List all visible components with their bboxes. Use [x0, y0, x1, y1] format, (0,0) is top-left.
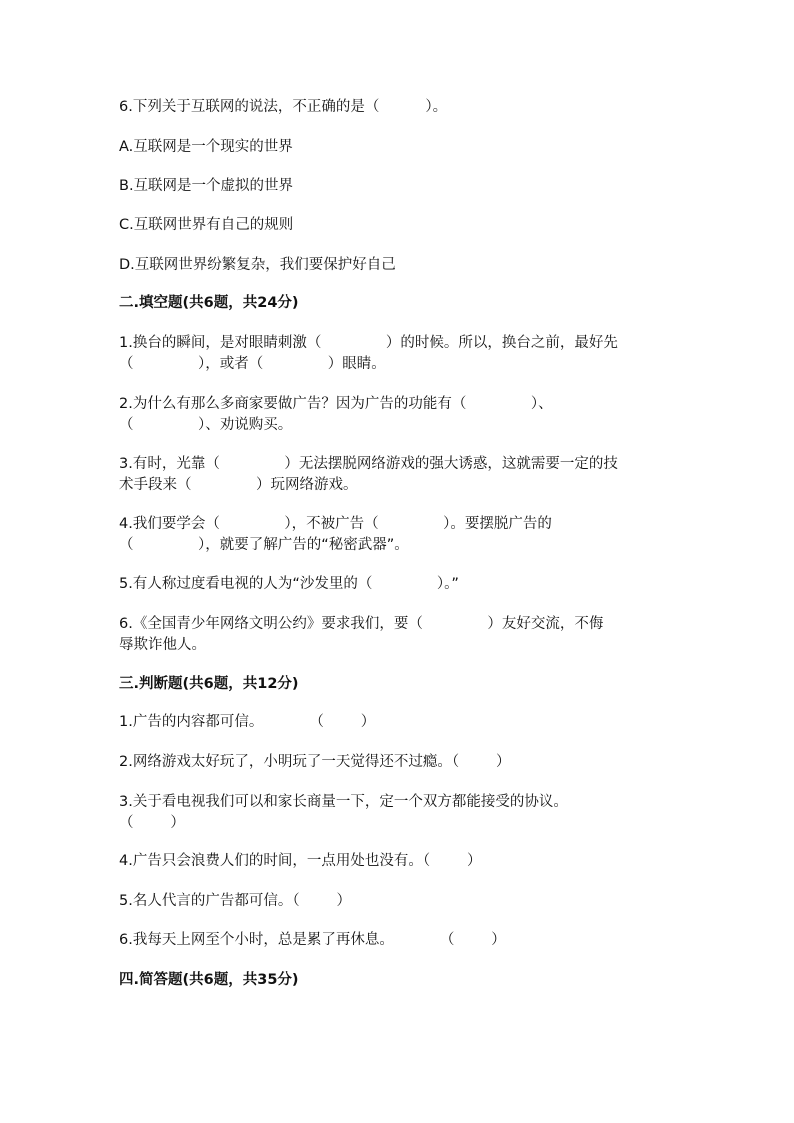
fill-question-3-line-2: 术手段来（ ）玩网络游戏。 — [119, 477, 358, 493]
fill-section-heading: 二.填空题(共6题，共24分) — [119, 295, 299, 311]
fill-question-4-line-1: 4.我们要学会（ ），不被广告（ ）。要摆脱广告的 — [119, 516, 552, 532]
choice-option-a: A.互联网是一个现实的世界 — [119, 139, 293, 155]
judge-question-3-line-2: （ ） — [119, 815, 185, 831]
fill-question-5: 5.有人称过度看电视的人为“沙发里的（ ）。” — [119, 576, 459, 592]
fill-question-6-line-2: 辱欺诈他人。 — [119, 637, 206, 653]
fill-question-4-line-2: （ ），就要了解广告的“秘密武器”。 — [119, 537, 409, 553]
judge-question-4: 4.广告只会浪费人们的时间，一点用处也没有。（ ） — [119, 853, 482, 869]
judge-question-1: 1.广告的内容都可信。 （ ） — [119, 714, 376, 730]
judge-question-5: 5.名人代言的广告都可信。（ ） — [119, 893, 351, 909]
choice-option-b: B.互联网是一个虚拟的世界 — [119, 178, 294, 194]
judge-question-2: 2.网络游戏太好玩了，小明玩了一天觉得还不过瘾。（ ） — [119, 754, 511, 770]
fill-question-1-line-2: （ ），或者（ ）眼睛。 — [119, 356, 386, 372]
fill-question-3-line-1: 3.有时，光靠（ ）无法摆脱网络游戏的强大诱惑，这就需要一定的技 — [119, 456, 618, 472]
fill-question-2-line-1: 2.为什么有那么多商家要做广告？因为广告的功能有（ ）、 — [119, 396, 553, 412]
fill-question-1-line-1: 1.换台的瞬间，是对眼睛刺激（ ）的时候。所以，换台之前，最好先 — [119, 335, 618, 351]
fill-question-6-line-1: 6.《全国青少年网络文明公约》要求我们，要（ ）友好交流，不侮 — [119, 616, 604, 632]
judge-section-heading: 三.判断题(共6题，共12分) — [119, 676, 299, 692]
short-answer-section-heading: 四.简答题(共6题，共35分) — [119, 972, 299, 988]
choice-question-6-stem: 6.下列关于互联网的说法，不正确的是（ ）。 — [119, 99, 448, 115]
judge-question-6: 6.我每天上网至个小时，总是累了再休息。 （ ） — [119, 932, 506, 948]
fill-question-2-line-2: （ ）、劝说购买。 — [119, 417, 293, 433]
choice-option-c: C.互联网世界有自己的规则 — [119, 217, 294, 233]
choice-option-d: D.互联网世界纷繁复杂，我们要保护好自己 — [119, 257, 396, 273]
judge-question-3-line-1: 3.关于看电视我们可以和家长商量一下，定一个双方都能接受的协议。 — [119, 794, 568, 810]
